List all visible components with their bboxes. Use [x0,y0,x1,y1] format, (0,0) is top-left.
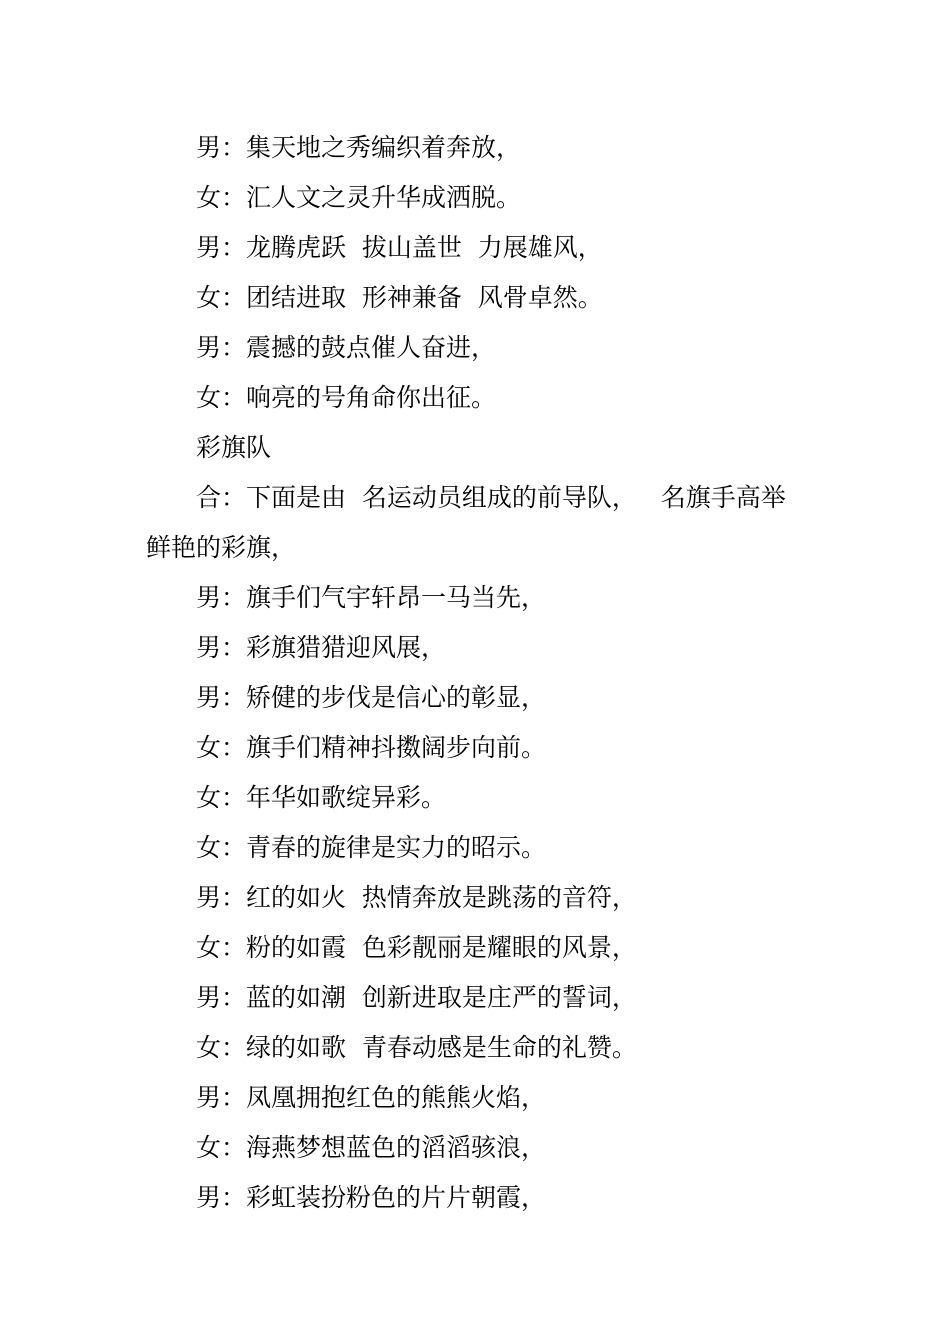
document-body [146,123,816,1223]
section-heading: 彩旗队 [196,433,272,462]
text-line: 女：汇人文之灵升华成洒脱。 [196,183,522,212]
text-line: 男：矫健的步伐是信心的彰显， [196,683,547,712]
text-line: 女：绿的如歌 青春动感是生命的礼赞。 [196,1033,637,1062]
text-line-continuation: 鲜艳的彩旗， [146,533,297,562]
text-line: 男：震撼的鼓点催人奋进， [196,333,497,362]
text-line: 男：彩虹装扮粉色的片片朝霞， [196,1183,547,1212]
text-line: 女：响亮的号角命你出征。 [196,383,497,412]
text-line: 女：青春的旋律是实力的昭示。 [196,833,547,862]
text-line: 男：旗手们气宇轩昂一马当先， [196,583,547,612]
text-line: 男：彩旗猎猎迎风展， [196,633,447,662]
text-line: 女：海燕梦想蓝色的滔滔骇浪， [196,1133,547,1162]
text-line: 女：旗手们精神抖擞阔步向前。 [196,733,547,762]
text-line: 男：集天地之秀编织着奔放， [196,133,522,162]
text-line: 女：团结进取 形神兼备 风骨卓然。 [196,283,603,312]
text-line: 男：凤凰拥抱红色的熊熊火焰， [196,1083,547,1112]
text-line: 男：蓝的如潮 创新进取是庄严的誓词， [196,983,637,1012]
text-line: 男：红的如火 热情奔放是跳荡的音符， [196,883,637,912]
text-line: 男：龙腾虎跃 拔山盖世 力展雄风， [196,233,603,262]
text-line: 女：粉的如霞 色彩靓丽是耀眼的风景， [196,933,637,962]
text-line: 合：下面是由 名运动员组成的前导队， 名旗手高举 [196,483,786,512]
text-line: 女：年华如歌绽异彩。 [196,783,447,812]
